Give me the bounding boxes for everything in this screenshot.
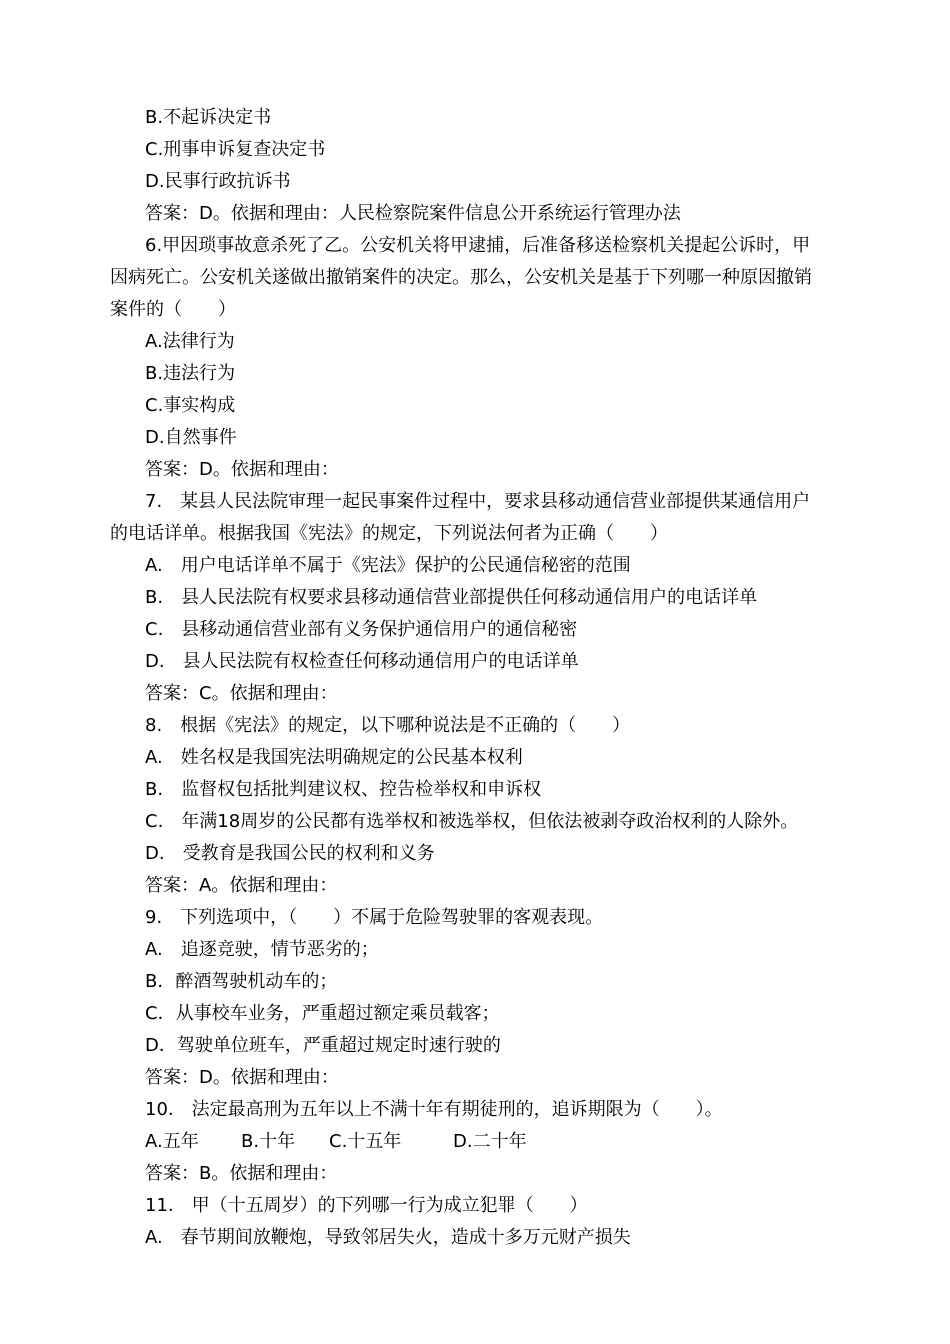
- option-a: A. 用户电话详单不属于《宪法》保护的公民通信秘密的范围: [145, 555, 631, 576]
- option-a: A. 追逐竞驶，情节恶劣的；: [145, 939, 379, 960]
- question-6-cont: 因病死亡。公安机关遂做出撤销案件的决定。那么，公安机关是基于下列哪一种原因撤销: [110, 267, 812, 288]
- option-c: C.事实构成: [145, 395, 236, 416]
- option-a: A. 姓名权是我国宪法明确规定的公民基本权利: [145, 747, 523, 768]
- option-c: C.十五年: [329, 1131, 402, 1152]
- answer-line: 答案：A。依据和理由：: [145, 875, 338, 896]
- question-11: 11. 甲（十五周岁）的下列哪一行为成立犯罪（ ）: [145, 1195, 588, 1216]
- option-b: B.十年: [241, 1131, 296, 1152]
- option-d: D.自然事件: [145, 427, 237, 448]
- answer-line: 答案：D。依据和理由：人民检察院案件信息公开系统运行管理办法: [145, 203, 681, 224]
- question-10: 10. 法定最高刑为五年以上不满十年有期徒刑的，追诉期限为（ ）。: [145, 1099, 723, 1120]
- option-d: D.民事行政抗诉书: [145, 171, 291, 192]
- option-c: C.刑事申诉复查决定书: [145, 139, 326, 160]
- answer-line: 答案：C。依据和理由：: [145, 683, 338, 704]
- option-d: D. 县人民法院有权检查任何移动通信用户的电话详单: [145, 651, 579, 672]
- answer-line: 答案：B。依据和理由：: [145, 1163, 338, 1184]
- question-8: 8. 根据《宪法》的规定，以下哪种说法是不正确的（ ）: [145, 715, 631, 736]
- option-d: D.二十年: [453, 1131, 527, 1152]
- answer-line: 答案：D。依据和理由：: [145, 459, 339, 480]
- option-c: C. 县移动通信营业部有义务保护通信用户的通信秘密: [145, 619, 578, 640]
- option-a: A.法律行为: [145, 331, 235, 352]
- option-d: D. 受教育是我国公民的权利和义务: [145, 843, 435, 864]
- question-9: 9. 下列选项中，（ ）不属于危险驾驶罪的客观表现。: [145, 907, 604, 928]
- option-a: A.五年: [145, 1131, 199, 1152]
- answer-line: 答案：D。依据和理由：: [145, 1067, 339, 1088]
- option-b: B. 监督权包括批判建议权、控告检举权和申诉权: [145, 779, 542, 800]
- question-7-cont: 的电话详单。根据我国《宪法》的规定，下列说法何者为正确（ ）: [110, 523, 668, 544]
- option-a: A. 春节期间放鞭炮，导致邻居失火，造成十多万元财产损失: [145, 1227, 631, 1248]
- question-10-options: [145, 1126, 527, 1158]
- option-c: C. 年满18周岁的公民都有选举权和被选举权，但依法被剥夺政治权利的人除外。: [145, 811, 799, 832]
- option-d: D．驾驶单位班车，严重超过规定时速行驶的: [145, 1035, 501, 1056]
- question-6-cont: 案件的（ ）: [110, 299, 236, 320]
- option-b: B.违法行为: [145, 363, 236, 384]
- question-7: 7. 某县人民法院审理一起民事案件过程中，要求县移动通信营业部提供某通信用户: [145, 491, 811, 512]
- question-6: 6.甲因琐事故意杀死了乙。公安机关将甲逮捕，后准备移送检察机关提起公诉时，甲: [145, 235, 811, 256]
- option-b: B. 县人民法院有权要求县移动通信营业部提供任何移动通信用户的电话详单: [145, 587, 758, 608]
- option-c: C．从事校车业务，严重超过额定乘员载客；: [145, 1003, 500, 1024]
- option-b: B．醉酒驾驶机动车的；: [145, 971, 338, 992]
- option-b: B.不起诉决定书: [145, 107, 272, 128]
